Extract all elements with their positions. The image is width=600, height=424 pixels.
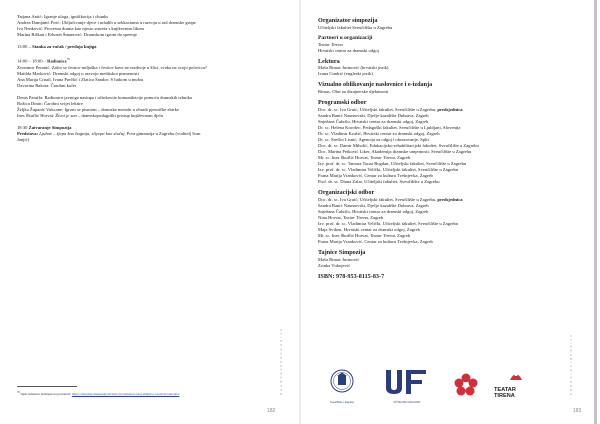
teatar-tirena-mark-icon	[494, 368, 538, 382]
footnote-text	[17, 391, 282, 396]
footnote-rule	[17, 386, 77, 387]
schedule-line	[17, 44, 287, 50]
partner-logos	[318, 368, 580, 406]
line-text: Ivana Cindrić (engleski jezik)	[318, 71, 373, 77]
teatar-tirena-caption: TEATAR TIRENA	[494, 387, 516, 399]
line-italic: Ljubav – šjepa kao baginja, sliyepa kao slučaj	[39, 131, 125, 137]
line-text: Frana Marija Vranković, Centar za kulturu Trešnjevka, Zagreb	[318, 239, 433, 245]
line-text: Doc. dr. sc. Damir Miholić, Edukacijsko-rehabilitacijski fakultet, Sveučilište u Zagrebu	[318, 142, 479, 148]
line-after: – dramskopedagoški pristup književnom djelu	[76, 113, 163, 119]
university-logo-caption: Sveučilište u Zagrebu	[329, 401, 355, 404]
line-text: Ana Marija Crnail, Ivana Pavlšić i Zlatica Šandor: S lutkom u muštu	[17, 76, 144, 82]
line-time: 13:00 –	[17, 44, 33, 50]
colophon-section	[318, 58, 580, 78]
line-bold: Stanka za ručak / predaja knjiga	[32, 44, 97, 50]
line-text: Dr. sc. Helena Korošec, Pedagoški fakultet, Sveučilište u Ljubljani, Slovenija	[318, 124, 461, 130]
line-text: Doc. dr. sc. Iva Gruić, Učiteljski fakultet, Sveučilište u Zagrebu,	[318, 196, 438, 202]
colophon-line	[318, 89, 580, 95]
line-text: Rimac, Obrt za dizajnerske djelatnosti	[318, 89, 389, 95]
footnote-label: Opis radionica dostupan na poveznici:	[20, 392, 72, 397]
colophon-section	[318, 35, 580, 54]
ufzg-logo	[380, 368, 434, 404]
line-text: Izv. prof. dr. sc. Tamara Turza Bogdan, Učiteljski fakultet, Sveučilište u Zagrebu	[318, 161, 467, 167]
line-after: , Prva gimnazija u Zagrebu (voditelj Ivan	[124, 131, 201, 137]
colophon-section	[318, 273, 580, 281]
hcdo-logo	[446, 372, 486, 403]
line-text: Dr. sc. Srećko Lisnić, Agencija za odgoj i obrazovanje, Split	[318, 136, 429, 142]
line-italic: Teatar Tirena	[370, 233, 395, 239]
schedule-block	[17, 56, 287, 89]
line-text: Maja Sviben, Hrvatski centar za dramski odgoj, Zagreb	[318, 227, 420, 233]
line-text: Željka Županić Vukcane: Igrom se pismom – dramske metode u obradi pjesničke zbirke	[17, 107, 179, 113]
line-text: Maša Rimac Jurinović	[318, 256, 360, 262]
schedule-block	[17, 44, 287, 50]
teatar-tirena-logo	[494, 368, 538, 399]
line-text: Matilda Marković: Dramski odgoj u razvoju mediiskoi pismenosti	[17, 70, 139, 76]
line-after: , Zagreb	[394, 233, 411, 239]
right-page	[301, 0, 600, 424]
line-text: Doc. Marina Petković Liker, Akademija dramske umjetnosti, Sveučilište u Zagrebu	[318, 148, 472, 154]
line-text: Snježana Čubrilo, Hrvatski centar za dramski odgoj, Zagreb	[318, 118, 429, 124]
line-italic: Teatar Tirena	[343, 215, 368, 220]
line-time: 18:30	[17, 125, 29, 131]
footnote	[17, 386, 282, 396]
program-schedule	[17, 14, 287, 149]
colophon-line	[318, 179, 580, 185]
line-italic: Teatar Tirena	[370, 155, 395, 161]
line-text: Dr. sc. Vladimir Krušić, Hrvatski centar za dramski odgoj, Zagreb	[318, 130, 440, 136]
section-heading: Tajnice Simpozija	[318, 249, 366, 257]
line-text: Maša Rimac Jurinović (hrvatski jezik)	[318, 65, 389, 71]
page-number-right: 183	[573, 408, 582, 414]
section-heading: Lektura	[318, 57, 340, 65]
line-bold: Radionice	[47, 58, 67, 64]
schedule-block	[17, 95, 287, 119]
line-bold: predsjednica	[437, 106, 463, 112]
vertical-running-title-left: D R A M S K A P E D A G O G I J A	[280, 328, 283, 395]
section-heading: Partneri u organizaciji	[318, 34, 373, 41]
colophon-section	[318, 249, 580, 269]
ufzg-mark-icon	[380, 368, 434, 396]
line-time: 14:00 – 18:00 –	[17, 58, 48, 64]
line-text: Izv. prof. dr. sc. Vladimira Velički, Učiteljski fakultet, Sveučilište u Zagrebu	[318, 167, 459, 173]
line-text: Davorina Bakota: Čarobni kofer	[17, 82, 77, 88]
line-text: Ines Škuflić Horvat:	[17, 113, 56, 119]
edge-color-strip	[594, 0, 597, 424]
schedule-line	[17, 32, 287, 38]
line-bold: predsjednica	[437, 196, 463, 202]
line-text: Mr. sc. Ines Škuflić Horvat,	[318, 155, 371, 161]
line-text: Nina Horvat,	[318, 215, 344, 220]
schedule-block	[17, 125, 287, 143]
line-text: Janjić)	[17, 137, 30, 143]
line-italic: Život je san	[55, 113, 77, 119]
line-text: Frana Marija Vranković, Centar za kulturu Trešnjevka, Zagreb	[318, 173, 433, 179]
schedule-line	[17, 137, 287, 143]
line-text: Zrinka Vukojević	[318, 262, 351, 268]
left-page	[0, 0, 299, 424]
vertical-running-title-right: Z B O R N I K S I M P O Z I J A	[570, 334, 573, 395]
colophon	[318, 14, 580, 285]
line-text: Zvonimir Peranić: Zašto se čestice miljuška i čestice kave ne razdvoje u žlici, svaka na svoju polovicu?	[17, 64, 207, 70]
line-text: Sandra Banić Naumovski, Dječje kazalište Dubrava, Zagreb	[318, 202, 429, 208]
colophon-line	[318, 263, 580, 269]
schedule-line	[17, 83, 287, 89]
line-bold: Predstava:	[17, 131, 40, 137]
line-after: , Zagreb	[367, 215, 384, 220]
ufzg-logo-caption: UČITELJSKI FAKULTET	[393, 401, 421, 404]
line-text: Hrvatski centar za dramski odgoj	[318, 47, 379, 53]
colophon-section	[318, 17, 580, 31]
line-footnote-ref: 79	[66, 57, 70, 62]
line-text: Denis Patuffa: Radionica javnoga nastupa i učinkovite komunikacije pomoću dramskih tehnika	[17, 95, 192, 100]
colophon-section	[318, 81, 580, 95]
section-heading: Vizualno oblikovanje naslovnice i e-izdanja	[318, 81, 433, 89]
line-text: Božica Dimit: Čarobni svijet lektire	[17, 101, 83, 107]
line-bold: Zatvaranje Simpozija	[28, 125, 72, 131]
section-heading: Organizacijski odbor	[318, 189, 375, 197]
footnote-number: 79	[17, 391, 20, 394]
colophon-section	[318, 189, 580, 245]
line-text: Izv. prof. dr. sc. Vladimira Velički, Učiteljski fakultet, Sveučilište u Zagrebu	[318, 221, 459, 227]
schedule-block	[17, 14, 287, 38]
schedule-line	[17, 113, 287, 119]
section-heading: ISBN: 978-953-8115-83-7	[318, 272, 385, 280]
section-heading: Organizator simpozija	[318, 17, 378, 24]
university-seal-icon	[318, 368, 366, 396]
line-text: Snježana Čubrilo, Hrvatski centar za dramski odgoj, Zagreb	[318, 208, 429, 214]
line-text: Tatjana Antić: Igranje uloga, ignifikacija i chunks	[17, 14, 109, 19]
line-text: Sandra Banić Naumovski, Dječje kazalište Dubrava, Zagreb	[318, 112, 429, 118]
colophon-line	[318, 48, 580, 54]
line-text: Učiteljski fakultet Sveučilišta u Zagrebu	[318, 24, 393, 30]
line-text: Iva Nenković: Procesna drama kao njesto susreta s književnim likom	[17, 26, 144, 32]
hcdo-flower-icon	[446, 372, 486, 398]
footnote-link[interactable]: https://nnaedarodnoksrenje.hr/kd/o-hr/radionice-sdoj-smijsice-i-naslovi/radionice	[71, 392, 180, 397]
line-text: Mr. sc. Ines Škuflić Horvat,	[318, 233, 371, 239]
section-heading: Programski odbor	[318, 99, 367, 107]
line-text: Marina Biškan i Erboset Šmanović: Dramskom igrom do speenje	[17, 32, 137, 38]
colophon-line	[318, 239, 580, 245]
line-text: Doc. dr. sc. Iva Gruić, Učiteljski fakultet, Sveučilište u Zagrebu,	[318, 106, 438, 112]
colophon-line	[318, 71, 580, 77]
line-text: Prof. dr. sc. Diana Zalar, Učiteljski fakultet, Sveučilište u Zagrebu	[318, 179, 440, 185]
colophon-section	[318, 99, 580, 185]
colophon-line	[318, 25, 580, 31]
university-of-zagreb-logo	[318, 368, 366, 404]
page-number-left: 182	[267, 408, 276, 414]
line-text: Andrea Damjanić Firić: Uključivanje djece i mladih u sekkaciama u razvoju u rad dramske grupe	[17, 20, 196, 26]
line-italic: Teatar Tirena	[318, 41, 343, 47]
schedule-line	[17, 56, 287, 65]
line-after: , Zagreb	[394, 155, 411, 161]
